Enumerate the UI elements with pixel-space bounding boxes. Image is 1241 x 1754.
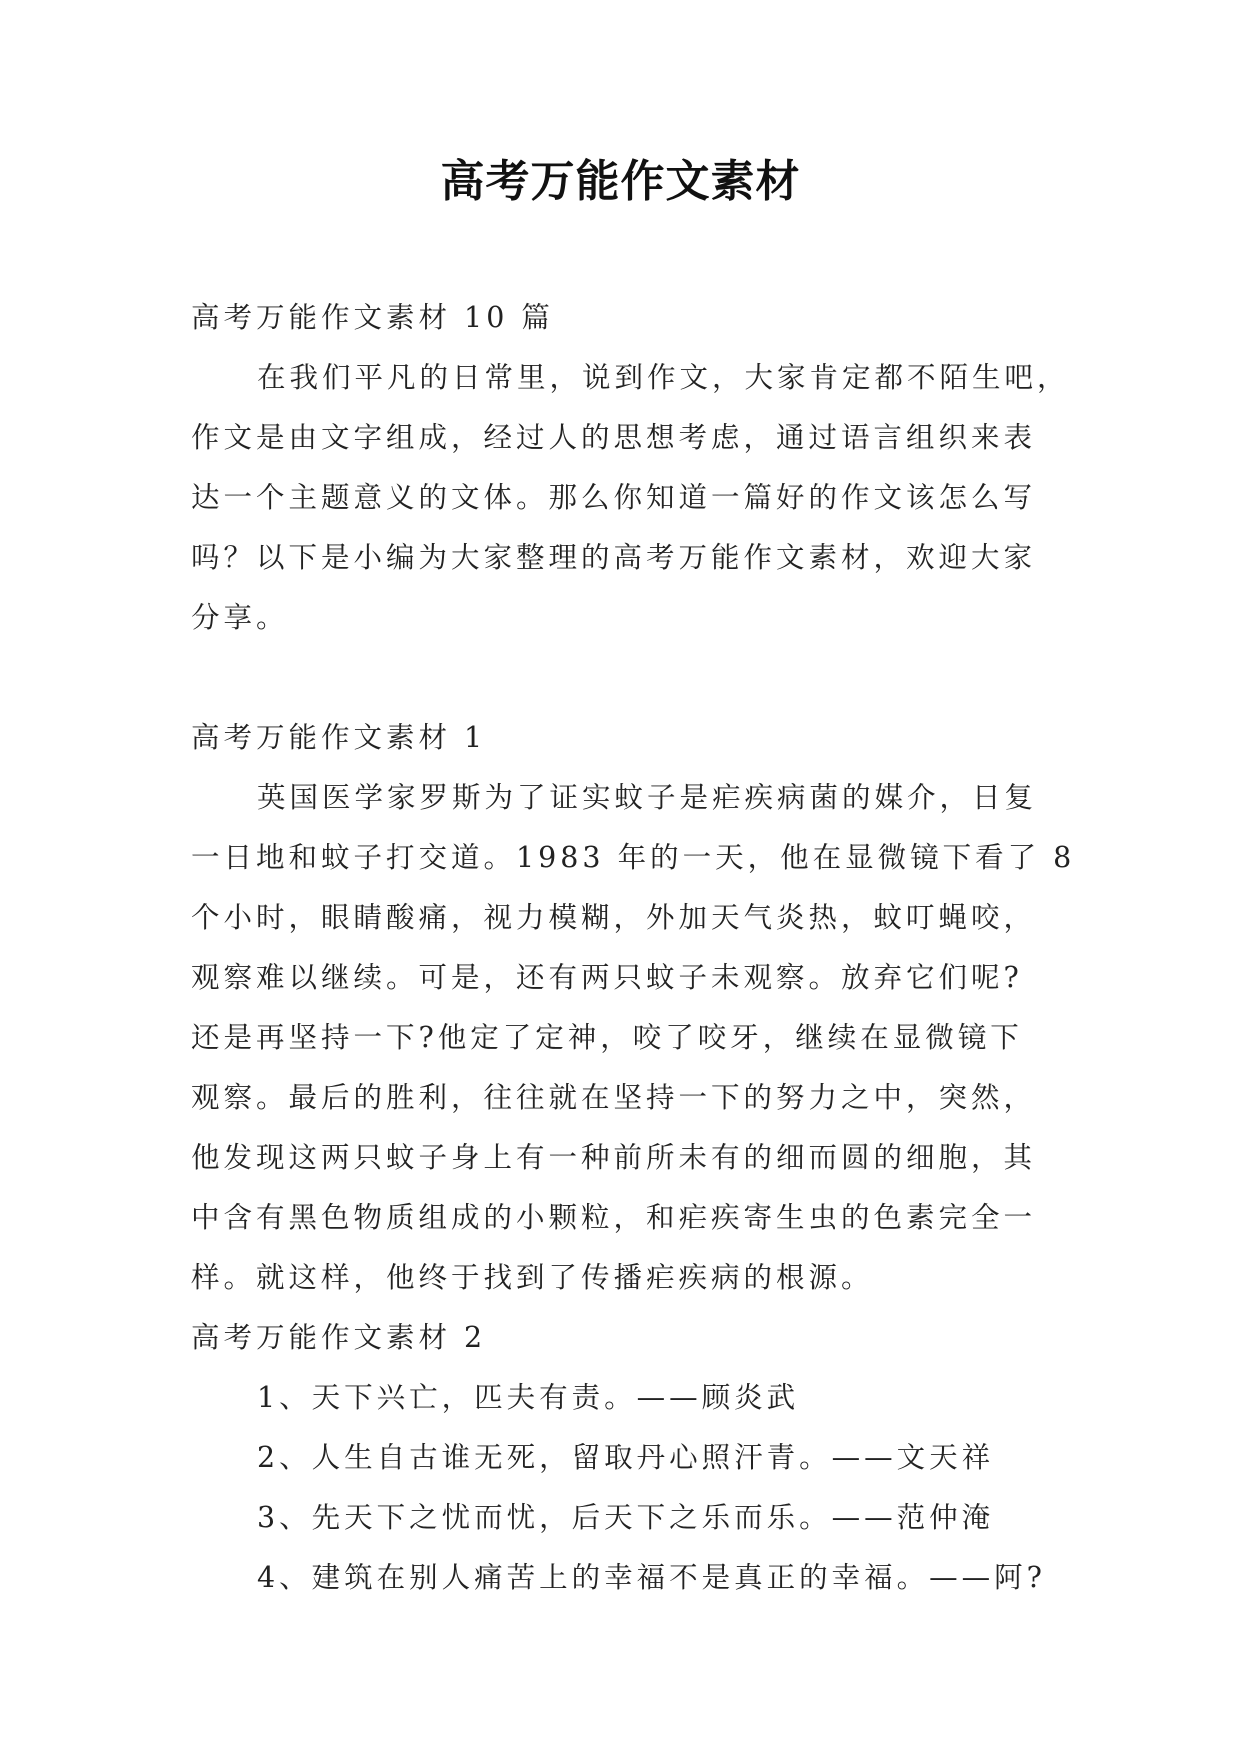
text-line: 2、人生自古谁无死，留取丹心照汗青。——文天祥 xyxy=(257,1441,995,1474)
text-line: 高考万能作文素材 2 xyxy=(191,1321,487,1354)
text-line: 3、先天下之忧而忧，后天下之乐而乐。——范仲淹 xyxy=(257,1501,995,1534)
document-title: 高考万能作文素材 xyxy=(440,156,801,207)
document-body xyxy=(191,288,1076,1608)
text-line: 1、天下兴亡，匹夫有责。——顾炎武 xyxy=(257,1381,800,1414)
text-line: 中含有黑色物质组成的小颗粒，和疟疾寄生虫的色素完全一 xyxy=(191,1201,1037,1234)
text-line: 吗？以下是小编为大家整理的高考万能作文素材，欢迎大家 xyxy=(191,541,1037,574)
text-line: 一日地和蚊子打交道。1983 年的一天，他在显微镜下看了 8 xyxy=(191,841,1076,874)
text-line: 在我们平凡的日常里，说到作文，大家肯定都不陌生吧， xyxy=(257,361,1070,394)
text-line: 作文是由文字组成，经过人的思想考虑，通过语言组织来表 xyxy=(191,421,1037,454)
text-line: 观察。最后的胜利，往往就在坚持一下的努力之中，突然， xyxy=(191,1081,1037,1114)
text-line: 高考万能作文素材 10 篇 xyxy=(191,301,554,334)
paragraph-gap xyxy=(191,648,1051,708)
text-line: 英国医学家罗斯为了证实蚊子是疟疾病菌的媒介，日复 xyxy=(257,781,1038,814)
text-line: 达一个主题意义的文体。那么你知道一篇好的作文该怎么写 xyxy=(191,481,1037,514)
text-line: 高考万能作文素材 1 xyxy=(191,721,487,754)
text-line: 观察难以继续。可是，还有两只蚊子未观察。放弃它们呢? xyxy=(191,961,1023,994)
text-line: 样。就这样，他终于找到了传播疟疾病的根源。 xyxy=(191,1261,874,1294)
text-line: 分享。 xyxy=(191,601,289,634)
text-line: 个小时，眼睛酸痛，视力模糊，外加天气炎热，蚊叮蝇咬， xyxy=(191,901,1037,934)
text-line: 4、建筑在别人痛苦上的幸福不是真正的幸福。——阿? xyxy=(257,1561,1046,1594)
text-line: 他发现这两只蚊子身上有一种前所未有的细而圆的细胞，其 xyxy=(191,1141,1037,1174)
text-line: 还是再坚持一下?他定了定神，咬了咬牙，继续在显微镜下 xyxy=(191,1021,1023,1054)
